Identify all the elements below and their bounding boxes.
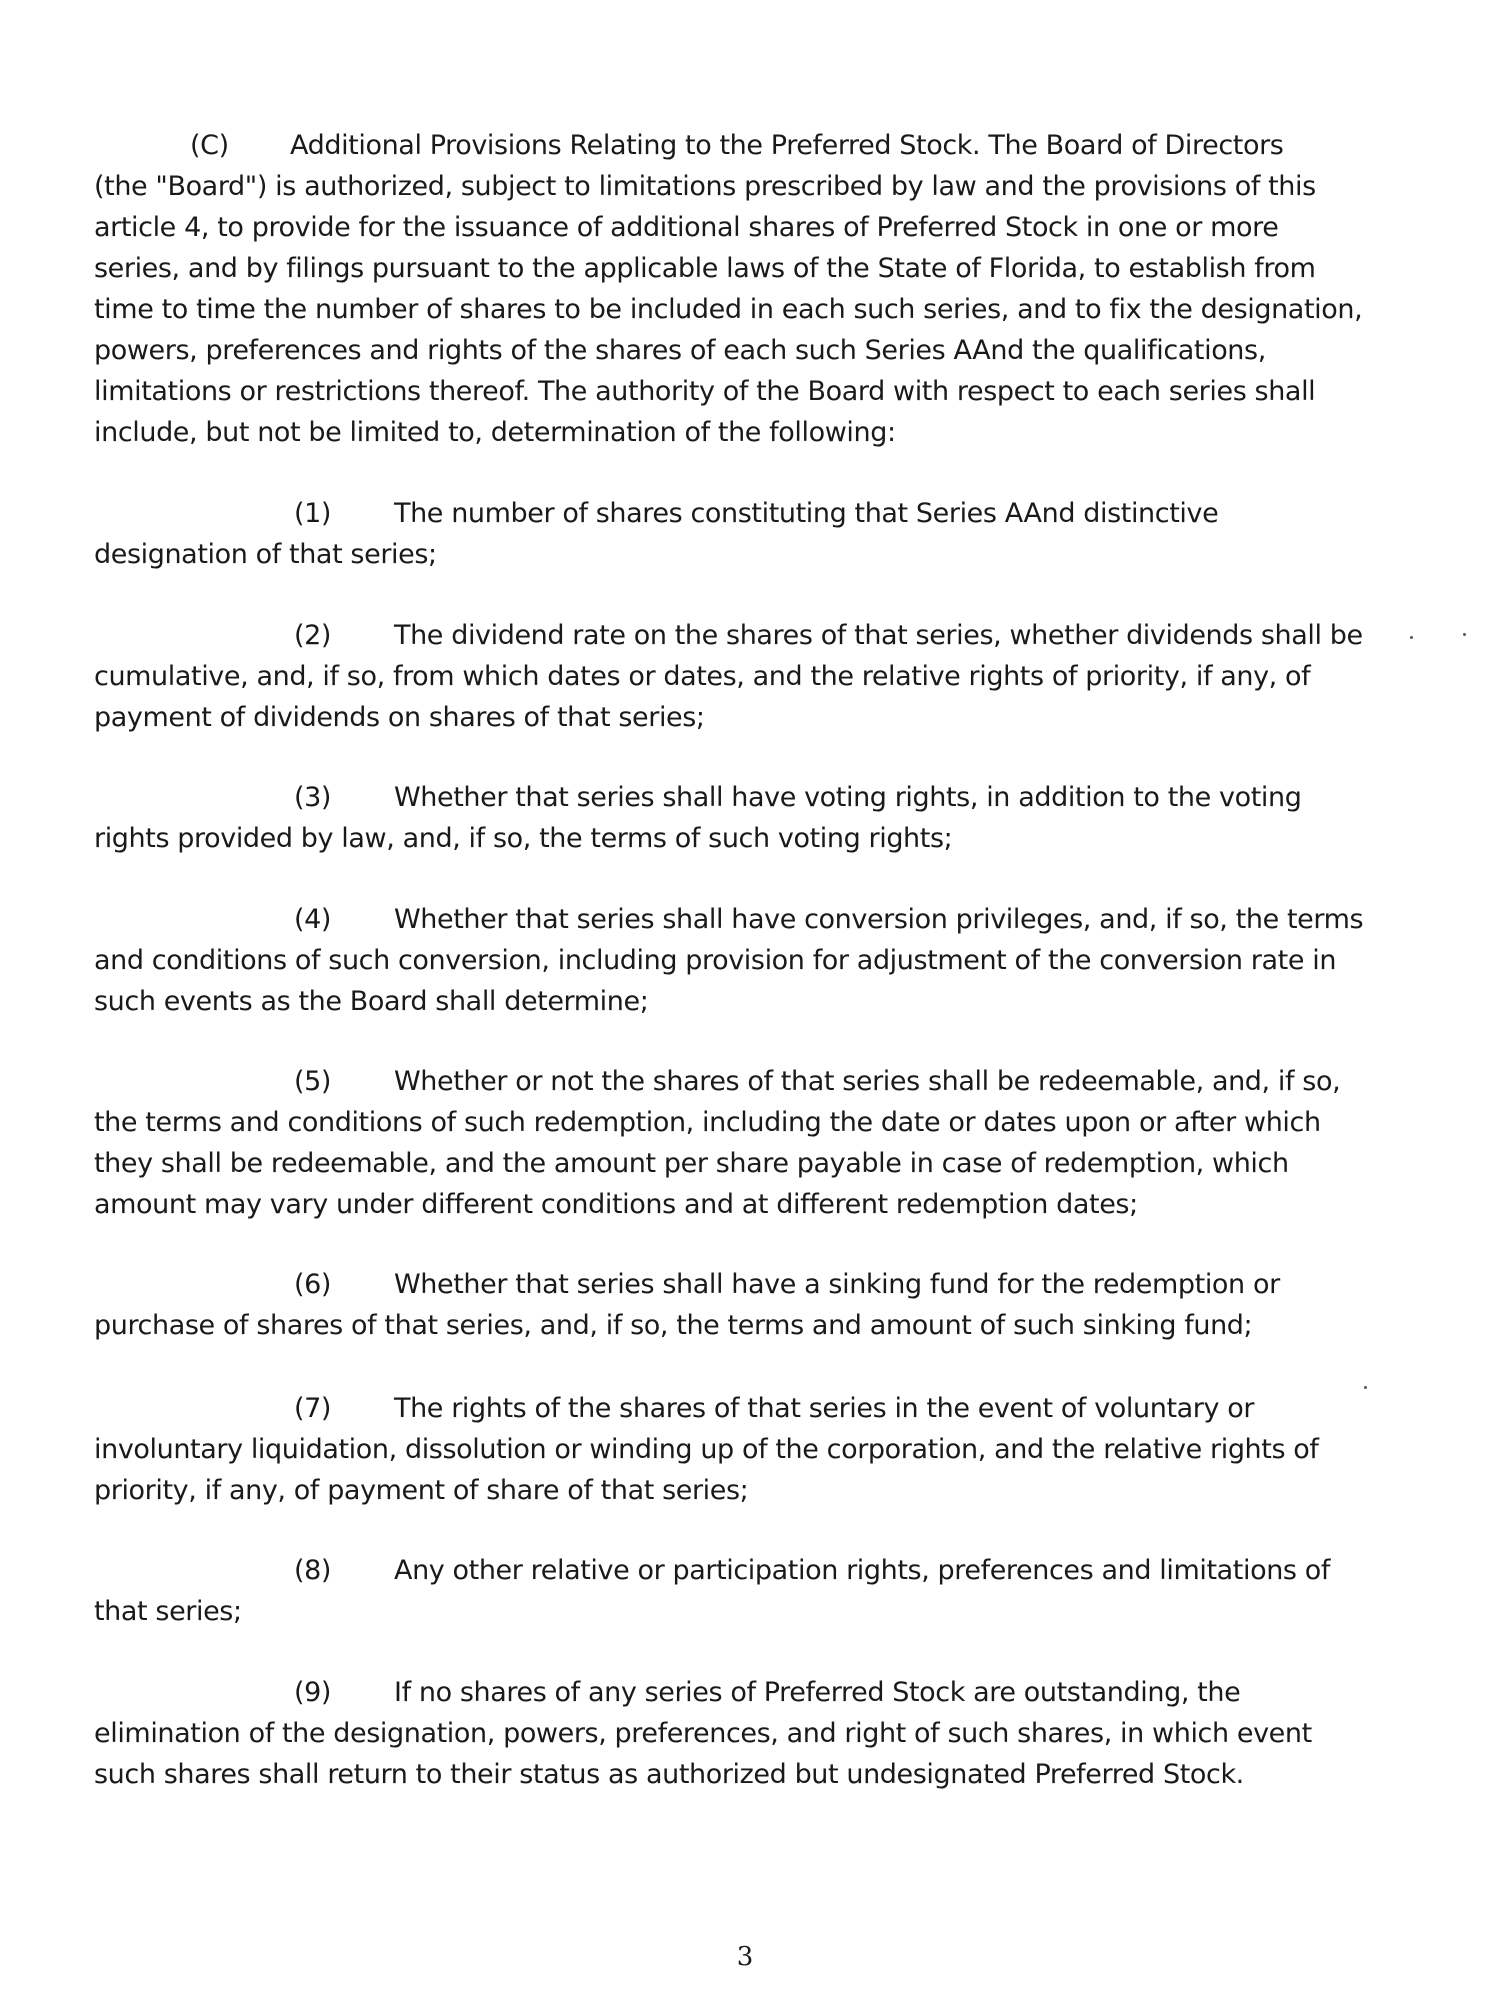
item-number: (8) <box>294 1555 332 1586</box>
list-item-8: (8) Any other relative or participation rights, preferences and limitations of that series; <box>94 1550 1404 1632</box>
paragraph-line: involuntary liquidation, dissolution or winding up of the corporation, and the relative rights of <box>94 1434 1319 1465</box>
list-item-9: (9) If no shares of any series of Preferred Stock are outstanding, the elimination of the designation, powers, preferences, and right of such shares, in which event such shares shall return to their status as authorized but undesignated Preferred Stock. <box>94 1672 1404 1795</box>
paragraph-line: include, but not be limited to, determination of the following: <box>94 417 896 448</box>
paragraph-line: elimination of the designation, powers, preferences, and right of such shares, in which event <box>94 1718 1312 1749</box>
paragraph-line: such events as the Board shall determine; <box>94 986 649 1017</box>
paragraph-line: series, and by filings pursuant to the applicable laws of the State of Florida, to establish from <box>94 253 1316 284</box>
paragraph-line: amount may vary under different conditions and at different redemption dates; <box>94 1189 1138 1220</box>
paragraph-line: limitations or restrictions thereof. The authority of the Board with respect to each series shall <box>94 376 1316 407</box>
item-number: (7) <box>294 1393 332 1424</box>
scan-speck <box>1364 1386 1367 1389</box>
paragraph-line: powers, preferences and rights of the shares of each such Series AAnd the qualifications, <box>94 335 1266 366</box>
paragraph-line: designation of that series; <box>94 539 437 570</box>
paragraph-line: time to time the number of shares to be included in each such series, and to fix the designation, <box>94 294 1363 325</box>
paragraph-line: (the "Board") is authorized, subject to limitations prescribed by law and the provisions of this <box>94 171 1316 202</box>
item-number: (3) <box>294 782 332 813</box>
item-number: (4) <box>294 904 332 935</box>
item-number: (6) <box>294 1269 332 1300</box>
paragraph-line: and conditions of such conversion, including provision for adjustment of the conversion rate in <box>94 945 1337 976</box>
provision-c-first-line: (C) Additional Provisions Relating to the Preferred Stock. The Board of Directors <box>94 125 1404 166</box>
list-item-1: (1) The number of shares constituting that Series AAnd distinctive designation of that series; <box>94 493 1404 575</box>
list-item-2: (2) The dividend rate on the shares of that series, whether dividends shall be cumulative, and, if so, from which dates or dates, and the relative rights of priority, if any, of payment of dividends on shares of that series; <box>94 615 1404 738</box>
list-item-3: (3) Whether that series shall have voting rights, in addition to the voting rights provided by law, and, if so, the terms of such voting rights; <box>94 777 1404 859</box>
provision-c-marker: (C) <box>190 130 229 161</box>
paragraph-line: that series; <box>94 1596 242 1627</box>
scan-speck <box>1463 633 1466 636</box>
paragraph-line: they shall be redeemable, and the amount per share payable in case of redemption, which <box>94 1148 1289 1179</box>
paragraph-line: rights provided by law, and, if so, the terms of such voting rights; <box>94 823 953 854</box>
item-number: (9) <box>294 1677 332 1708</box>
paragraph-line: payment of dividends on shares of that series; <box>94 702 705 733</box>
page-number: 3 <box>736 1942 754 1972</box>
item-number: (2) <box>294 620 332 651</box>
item-number: (5) <box>294 1066 332 1097</box>
paragraph-line: article 4, to provide for the issuance of additional shares of Preferred Stock in one or more <box>94 212 1279 243</box>
paragraph-line: the terms and conditions of such redemption, including the date or dates upon or after which <box>94 1107 1321 1138</box>
list-item-7: (7) The rights of the shares of that series in the event of voluntary or involuntary liquidation, dissolution or winding up of the corporation, and the relative rights of priority, if any, of payment of share of that series; <box>94 1388 1404 1511</box>
paragraph-line: purchase of shares of that series, and, if so, the terms and amount of such sinking fund; <box>94 1310 1253 1341</box>
paragraph-line: such shares shall return to their status as authorized but undesignated Preferred Stock. <box>94 1759 1244 1790</box>
paragraph-line: cumulative, and, if so, from which dates or dates, and the relative rights of priority, if any, of <box>94 661 1311 692</box>
list-item-4: (4) Whether that series shall have conversion privileges, and, if so, the terms and conditions of such conversion, including provision for adjustment of the conversion rate in such events as the Board shall determine; <box>94 899 1404 1022</box>
list-item-6: (6) Whether that series shall have a sinking fund for the redemption or purchase of shares of that series, and, if so, the terms and amount of such sinking fund; <box>94 1264 1404 1346</box>
item-number: (1) <box>294 498 332 529</box>
paragraph-line: priority, if any, of payment of share of that series; <box>94 1475 749 1506</box>
provision-c-paragraph <box>94 125 1404 453</box>
list-item-5: (5) Whether or not the shares of that series shall be redeemable, and, if so, the terms and conditions of such redemption, including the date or dates upon or after which they shall be redeemable, and the amount per share payable in case of redemption, which amount may vary under different conditions and at different redemption dates; <box>94 1061 1404 1225</box>
scan-speck <box>1410 636 1413 639</box>
